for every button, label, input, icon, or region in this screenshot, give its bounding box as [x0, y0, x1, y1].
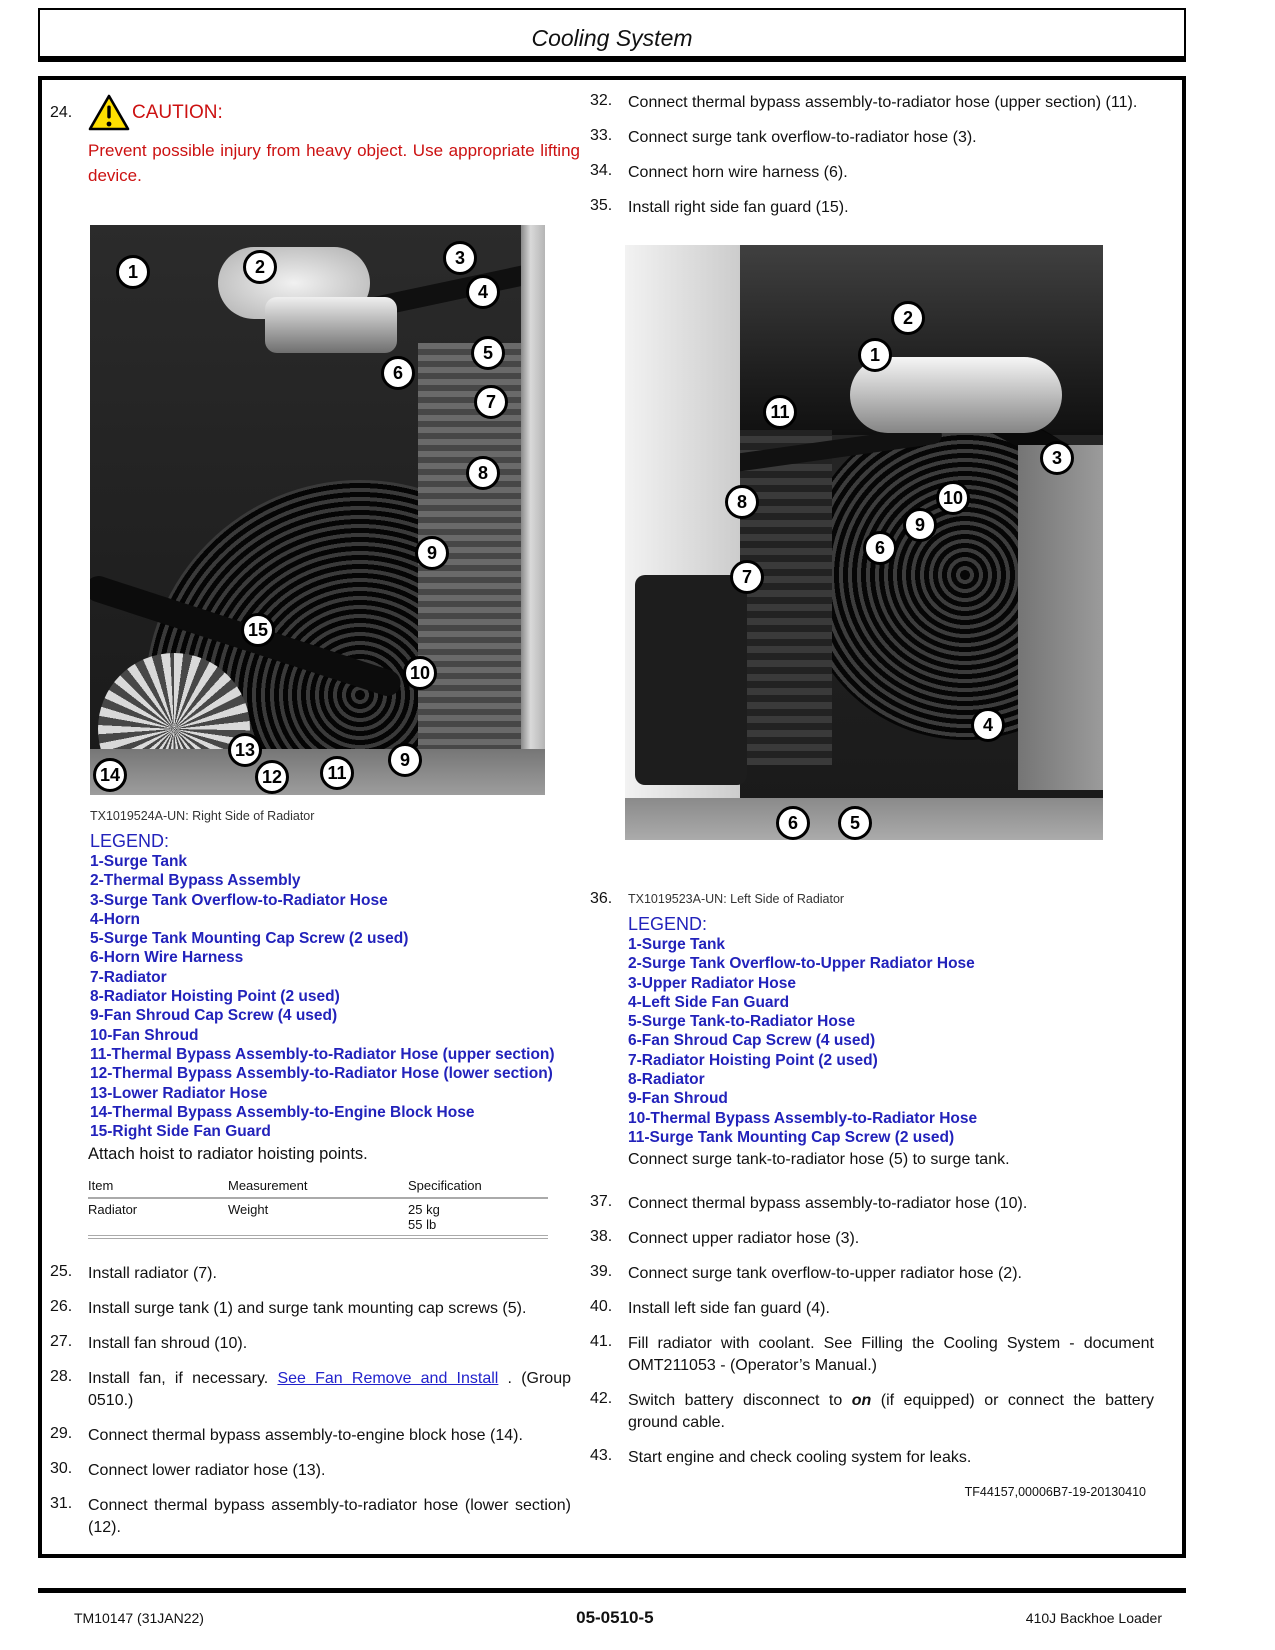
footer-manual-number: TM10147 (31JAN22): [74, 1610, 204, 1626]
legend-item: 5-Surge Tank Mounting Cap Screw (2 used): [90, 930, 409, 948]
callout-marker-11: 11: [320, 756, 354, 790]
legend-item: 11-Thermal Bypass Assembly-to-Radiator Hose (upper section): [90, 1045, 555, 1063]
legend-item: 1-Surge Tank: [628, 936, 726, 953]
step-number: 32.: [590, 92, 613, 109]
legend-item: 1-Surge Tank: [90, 853, 188, 870]
step-text: [628, 1228, 1168, 1250]
callout-marker-2: 2: [891, 301, 925, 335]
step-36-text: Connect surge tank-to-radiator hose (5) to surge tank.: [628, 1151, 1010, 1169]
callout-marker-9: 9: [415, 536, 449, 570]
step-36: [590, 890, 1168, 1169]
callout-marker-9: 9: [903, 508, 937, 542]
step-text-segment: Start engine and check cooling system for leaks.: [628, 1449, 972, 1467]
radiator-decoration: [740, 430, 832, 765]
callout-marker-15: 15: [241, 613, 275, 647]
step-number: 31.: [50, 1495, 73, 1513]
footer-model: 410J Backhoe Loader: [1025, 1610, 1162, 1626]
step-number: 42.: [590, 1390, 613, 1408]
procedure-step: [50, 1495, 585, 1539]
callout-marker-10: 10: [403, 656, 437, 690]
spec-value-cell: [408, 1198, 548, 1237]
step-text-segment: Switch battery disconnect to: [628, 1392, 852, 1410]
legend-item: 14-Thermal Bypass Assembly-to-Engine Block Hose: [90, 1103, 475, 1121]
callout-marker-8: 8: [466, 456, 500, 490]
right-column: [590, 80, 1168, 1499]
step-text-segment: Connect upper radiator hose (3).: [628, 1230, 860, 1248]
step-text: [628, 1447, 1168, 1469]
figure-caption: TX1019523A-UN: Left Side of Radiator: [628, 892, 845, 906]
step-number: 36.: [590, 890, 613, 907]
step-text-segment: Connect thermal bypass assembly-to-radiator hose (upper section) (11).: [628, 94, 1138, 111]
callout-marker-1: 1: [858, 338, 892, 372]
legend-item: 6-Horn Wire Harness: [90, 949, 244, 967]
step-number: 24.: [50, 104, 73, 121]
procedure-step: [590, 1263, 1168, 1285]
callout-marker-4: 4: [466, 275, 500, 309]
callout-marker-6: 6: [863, 531, 897, 565]
step-text: [88, 1495, 585, 1539]
step-text-segment: Connect lower radiator hose (13).: [88, 1462, 326, 1480]
caution-text: Prevent possible injury from heavy object. Use appropriate lifting device.: [88, 141, 580, 185]
step-number: 28.: [50, 1368, 73, 1386]
step-text-segment: Connect surge tank overflow-to-upper radiator hose (2).: [628, 1265, 1022, 1283]
step-number: 40.: [590, 1298, 613, 1316]
cab-pillar-decoration: [521, 225, 545, 795]
callout-marker-4: 4: [971, 708, 1005, 742]
frame-rail-decoration: [90, 749, 545, 795]
grille-decoration: [635, 575, 747, 785]
step-36-body: [628, 890, 1168, 1169]
spec-metric: 25 kg: [408, 1202, 440, 1218]
step-number: 34.: [590, 162, 613, 179]
legend-item: 8-Radiator: [628, 1071, 705, 1089]
step-text-segment: Install fan, if necessary.: [88, 1370, 278, 1388]
step-number: 27.: [50, 1333, 73, 1351]
procedure-step: [50, 1263, 585, 1285]
step-number: 38.: [590, 1228, 613, 1246]
figure-right-side-of-radiator-photo: [90, 225, 545, 795]
footer-rule: [38, 1588, 1186, 1593]
footer-page-number: 05-0510-5: [576, 1608, 654, 1627]
attach-hoist-note: Attach hoist to radiator hoisting points.: [88, 1145, 368, 1164]
left-column: [50, 80, 585, 1552]
procedure-step: [590, 1193, 1168, 1215]
legend-item: 7-Radiator: [90, 968, 167, 986]
step-text: [88, 1263, 585, 1285]
step-text-segment: Install left side fan guard (4).: [628, 1300, 830, 1318]
legend-title: LEGEND:: [628, 914, 708, 934]
warning-triangle-icon: [88, 94, 132, 132]
procedure-step: [590, 127, 1168, 149]
callout-marker-10: 10: [936, 481, 970, 515]
callout-marker-7: 7: [730, 560, 764, 594]
step-text-segment: . (Group 0510.): [88, 1370, 571, 1410]
procedure-step: [50, 1333, 585, 1355]
legend-item: 2-Surge Tank Overflow-to-Upper Radiator Hose: [628, 955, 975, 973]
legend-item: 3-Upper Radiator Hose: [628, 974, 796, 992]
callout-marker-3: 3: [443, 241, 477, 275]
callout-marker-5: 5: [838, 806, 872, 840]
step-text: [88, 1460, 585, 1482]
legend-item: 8-Radiator Hoisting Point (2 used): [90, 988, 340, 1006]
procedure-step: [590, 1447, 1168, 1469]
callout-marker-11: 11: [763, 395, 797, 429]
callout-marker-2: 2: [243, 250, 277, 284]
legend-item: 4-Left Side Fan Guard: [628, 993, 790, 1011]
step-text-segment: Install right side fan guard (15).: [628, 199, 849, 216]
procedure-step: [590, 1298, 1168, 1320]
step-text: [88, 1425, 585, 1447]
callout-marker-9: 9: [388, 743, 422, 777]
steps-37-43: [590, 1193, 1168, 1469]
step-text: [628, 197, 1168, 219]
step-text: [628, 127, 1168, 149]
spec-table: [88, 1176, 548, 1239]
page-title: Cooling System: [531, 25, 693, 51]
legend-item: 2-Thermal Bypass Assembly: [90, 872, 301, 890]
steps-25-31: [50, 1263, 585, 1539]
procedure-step: [590, 92, 1168, 114]
step-text: [628, 1263, 1168, 1285]
callout-marker-3: 3: [1040, 441, 1074, 475]
step-text-segment: Install fan shroud (10).: [88, 1335, 248, 1353]
procedure-step: [50, 1368, 585, 1412]
procedure-step: [590, 162, 1168, 184]
callout-marker-12: 12: [255, 760, 289, 794]
step-number: 33.: [590, 127, 613, 144]
step-number: 41.: [590, 1333, 613, 1351]
procedure-step: [50, 1425, 585, 1447]
spec-measurement-cell: Weight: [228, 1198, 408, 1237]
step-text: [88, 1333, 585, 1355]
step-text: [628, 1390, 1168, 1434]
legend-item: 6-Fan Shroud Cap Screw (4 used): [628, 1032, 876, 1050]
step-text: [628, 92, 1168, 114]
callout-marker-14: 14: [93, 758, 127, 792]
legend-item: 12-Thermal Bypass Assembly-to-Radiator Hose (lower section): [90, 1065, 553, 1083]
legend-item: 9-Fan Shroud: [628, 1090, 728, 1108]
page-footer: [38, 1608, 1186, 1628]
procedure-step: [50, 1298, 585, 1320]
step-text-segment: (if equipped) or connect the battery ground cable.: [628, 1392, 1155, 1432]
step-text-segment: Connect thermal bypass assembly-to-radiator hose (10).: [628, 1195, 1028, 1213]
step-number: 29.: [50, 1425, 73, 1443]
procedure-step: [590, 1333, 1168, 1377]
step-number: 39.: [590, 1263, 613, 1281]
legend-item: 9-Fan Shroud Cap Screw (4 used): [90, 1007, 338, 1025]
procedure-step: [590, 1390, 1168, 1434]
table-row: [88, 1198, 548, 1237]
caution-label: CAUTION:: [132, 102, 223, 123]
legend-item: 13-Lower Radiator Hose: [90, 1084, 268, 1102]
step-number: 26.: [50, 1298, 73, 1316]
spec-item-cell: Radiator: [88, 1198, 228, 1237]
legend-item: 3-Surge Tank Overflow-to-Radiator Hose: [90, 891, 388, 909]
callout-marker-13: 13: [228, 733, 262, 767]
step-text-segment: Install surge tank (1) and surge tank mounting cap screws (5).: [88, 1300, 527, 1318]
step-text: [628, 1298, 1168, 1320]
step-number: 35.: [590, 197, 613, 214]
legend-item: 15-Right Side Fan Guard: [90, 1123, 271, 1141]
step-number: 43.: [590, 1447, 613, 1465]
legend-item: 11-Surge Tank Mounting Cap Screw (2 used): [628, 1128, 955, 1146]
callout-marker-5: 5: [471, 336, 505, 370]
legend-list: [90, 852, 585, 1141]
engine-decoration: [1018, 445, 1103, 790]
step-text: [88, 1298, 585, 1320]
steps-32-35: [590, 92, 1168, 219]
spec-col-measurement: Measurement: [228, 1176, 408, 1198]
step-number: 37.: [590, 1193, 613, 1211]
legend-item: 7-Radiator Hoisting Point (2 used): [628, 1051, 878, 1069]
legend-item: 4-Horn: [90, 910, 140, 928]
step-text: [88, 1368, 585, 1412]
callout-marker-1: 1: [116, 255, 150, 289]
legend-item: 10-Thermal Bypass Assembly-to-Radiator Hose: [628, 1109, 978, 1127]
step-text-segment: Connect surge tank overflow-to-radiator hose (3).: [628, 129, 977, 146]
callout-marker-6: 6: [776, 806, 810, 840]
legend-item: 10-Fan Shroud: [90, 1026, 199, 1044]
step-text-segment: Connect thermal bypass assembly-to-engine block hose (14).: [88, 1427, 523, 1445]
step-text: [628, 1333, 1168, 1377]
step-text-segment: Fill radiator with coolant. See Filling the Cooling System - document OMT211053 - (Operator’s Manual.): [628, 1335, 1154, 1375]
step-text: [628, 162, 1168, 184]
caution-heading: [50, 94, 585, 132]
procedure-step: [590, 197, 1168, 219]
procedure-step: [50, 1460, 585, 1482]
step-text-segment: Install radiator (7).: [88, 1265, 217, 1283]
spec-col-specification: Specification: [408, 1176, 548, 1198]
callout-marker-6: 6: [381, 356, 415, 390]
content-frame: [38, 76, 1186, 1558]
spec-col-item: Item: [88, 1176, 228, 1198]
step-text: [628, 1193, 1168, 1215]
step-text-segment: Connect horn wire harness (6).: [628, 164, 848, 181]
figure-left-side-of-radiator-photo: [625, 245, 1103, 840]
legend-item: 5-Surge Tank-to-Radiator Hose: [628, 1013, 856, 1031]
step-text-segment: Connect thermal bypass assembly-to-radiator hose (lower section) (12).: [88, 1497, 571, 1537]
document-code: TF44157,00006B7-19-20130410: [964, 1485, 1146, 1500]
thermal-bypass-decoration: [265, 297, 397, 353]
spec-imperial: 55 lb: [408, 1217, 437, 1233]
step-number: 25.: [50, 1263, 73, 1281]
step-number: 30.: [50, 1460, 73, 1478]
legend-title: LEGEND:: [90, 831, 170, 851]
page-header: [38, 8, 1186, 62]
step-text-segment: on: [851, 1392, 872, 1410]
legend-list: [628, 935, 1168, 1147]
callout-marker-7: 7: [474, 385, 508, 419]
procedure-step: [590, 1228, 1168, 1250]
callout-marker-8: 8: [725, 485, 759, 519]
figure-caption: TX1019524A-UN: Right Side of Radiator: [90, 809, 315, 823]
cross-reference-link[interactable]: See Fan Remove and Install: [277, 1370, 499, 1388]
